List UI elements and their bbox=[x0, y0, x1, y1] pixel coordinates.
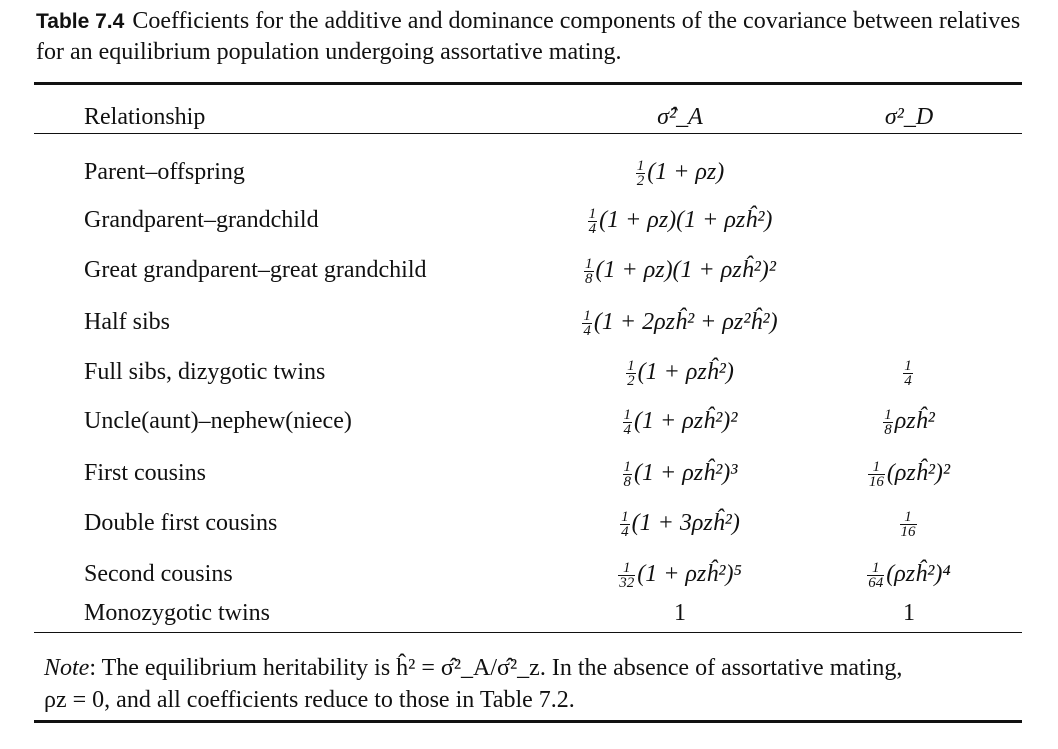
additive-coefficient-cell: $\frac{1}{2}$ (1 + ρzĥ²) bbox=[627, 357, 734, 389]
additive-coefficient-cell: $\frac{1}{4}$ (1 + 3ρzĥ²) bbox=[621, 508, 740, 540]
additive-coefficient-cell: 1 bbox=[674, 600, 686, 626]
dominance-fraction: $\frac{1}{8}$ bbox=[884, 406, 892, 438]
additive-coefficient-cell: $\frac{1}{8}$ (1 + ρz)(1 + ρzĥ²)² bbox=[585, 255, 776, 287]
note-bottom-rule bbox=[34, 720, 1022, 723]
note-line-2: ρz = 0, and all coefficients reduce to those in Table 7.2. bbox=[44, 687, 575, 713]
relationship-cell: Half sibs bbox=[84, 309, 170, 335]
dominance-coefficient-cell: $\frac{1}{64}$ (ρzĥ²)⁴ bbox=[868, 559, 951, 591]
dominance-fraction: $\frac{1}{64}$ bbox=[868, 559, 884, 591]
relationship-cell: Monozygotic twins bbox=[84, 600, 270, 626]
additive-coefficient-cell: $\frac{1}{2}$ (1 + ρz) bbox=[636, 157, 725, 189]
additive-fraction: $\frac{1}{8}$ bbox=[623, 458, 632, 490]
dominance-coefficient-cell: $\frac{1}{16}$ (ρzĥ²)² bbox=[868, 458, 951, 490]
relationship-cell: Great grandparent–great grandchild bbox=[84, 257, 427, 283]
table-caption-label: Table 7.4 bbox=[36, 10, 125, 33]
table-note bbox=[44, 652, 1024, 716]
header-additive-variance: σ̂²_A bbox=[657, 104, 703, 130]
additive-coefficient-cell: $\frac{1}{8}$ (1 + ρzĥ²)³ bbox=[623, 458, 738, 490]
additive-fraction: $\frac{1}{8}$ bbox=[585, 255, 593, 287]
additive-coefficient-cell: $\frac{1}{4}$ (1 + 2ρzĥ² + ρz²ĥ²) bbox=[583, 307, 778, 339]
dominance-fraction: $\frac{1}{16}$ bbox=[868, 458, 884, 490]
additive-fraction: $\frac{1}{4}$ bbox=[621, 508, 629, 540]
additive-fraction: $\frac{1}{4}$ bbox=[588, 205, 597, 237]
note-line-1: : The equilibrium heritability is ĥ² = σ̂²_A/σ̂²_z. In the absence of assortative mating, bbox=[89, 655, 903, 681]
dominance-fraction: $\frac{1}{16}$ bbox=[900, 508, 916, 540]
dominance-coefficient-cell: 1 bbox=[903, 600, 915, 626]
dominance-coefficient-cell: $\frac{1}{8}$ ρzĥ² bbox=[884, 406, 935, 438]
relationship-cell: Parent–offspring bbox=[84, 159, 245, 185]
table-bottom-rule bbox=[34, 632, 1022, 633]
additive-fraction: $\frac{1}{2}$ bbox=[636, 157, 645, 189]
relationship-cell: Uncle(aunt)–nephew(niece) bbox=[84, 408, 352, 434]
additive-coefficient-cell: $\frac{1}{32}$ (1 + ρzĥ²)⁵ bbox=[619, 559, 742, 591]
additive-fraction: $\frac{1}{4}$ bbox=[583, 307, 591, 339]
table-header-rule bbox=[34, 133, 1022, 134]
additive-coefficient-cell: $\frac{1}{4}$ (1 + ρzĥ²)² bbox=[623, 406, 738, 438]
dominance-coefficient-cell bbox=[830, 508, 988, 539]
table-top-rule bbox=[34, 82, 1022, 85]
table-caption-text: Coefficients for the additive and dominance components of the covariance between relatives for an equilibrium population undergoing assortative mating. bbox=[36, 8, 1021, 65]
additive-fraction: $\frac{1}{32}$ bbox=[619, 559, 635, 591]
relationship-cell: Double first cousins bbox=[84, 510, 278, 536]
table-caption bbox=[36, 6, 1026, 68]
dominance-fraction: $\frac{1}{4}$ bbox=[904, 357, 912, 389]
note-label: Note bbox=[44, 655, 90, 681]
header-relationship: Relationship bbox=[84, 104, 206, 130]
relationship-cell: Full sibs, dizygotic twins bbox=[84, 359, 326, 385]
dominance-coefficient-cell bbox=[830, 357, 988, 388]
additive-fraction: $\frac{1}{4}$ bbox=[623, 406, 632, 438]
relationship-cell: Grandparent–grandchild bbox=[84, 207, 319, 233]
header-dominance-variance: σ²_D bbox=[884, 104, 934, 130]
additive-coefficient-cell: $\frac{1}{4}$ (1 + ρz)(1 + ρzĥ²) bbox=[588, 205, 773, 237]
relationship-cell: First cousins bbox=[84, 460, 207, 486]
relationship-cell: Second cousins bbox=[84, 561, 233, 587]
additive-fraction: $\frac{1}{2}$ bbox=[627, 357, 635, 389]
